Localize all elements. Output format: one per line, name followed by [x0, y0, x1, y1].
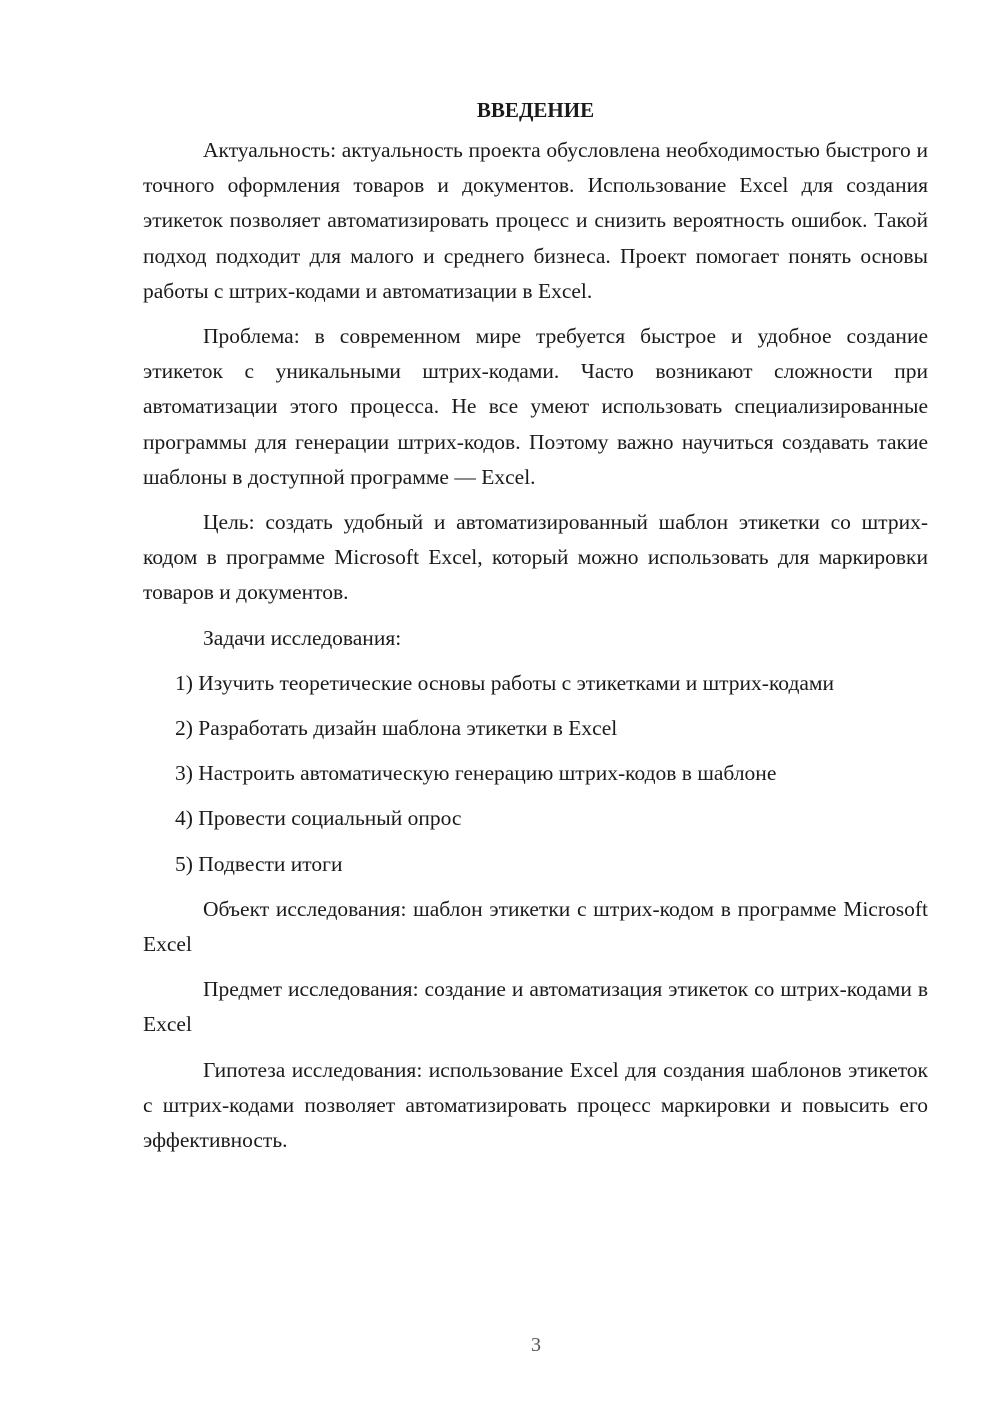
paragraph-object: Объект исследования: шаблон этикетки с штрих-кодом в программе Microsoft Excel [143, 896, 928, 957]
paragraph-goal: Цель: создать удобный и автоматизированный шаблон этикетки со штрих-кодом в программе Microsoft Excel, который можно использовать для маркировки товаров и документов. [143, 510, 928, 605]
paragraph-relevance: Актуальность: актуальность проекта обусловлена необходимостью быстрого и точного оформления товаров и документов. Использование Excel для создания этикеток позволяет автоматизировать процесс и снизить вероятность ошибок. Такой подход подходит для малого и среднего бизнеса. Проект помогает понять основы работы с штрих-кодами и автоматизации в Excel. [143, 138, 928, 303]
paragraph-hypothesis: Гипотеза исследования: использование Excel для создания шаблонов этикеток с штрих-кодами позволяет автоматизировать процесс маркировки и повысить его эффективность. [143, 1057, 928, 1153]
paragraph-problem: Проблема: в современном мире требуется быстрое и удобное создание этикеток с уникальными штрих-кодами. Часто возникают сложности при автоматизации этого процесса. Не все умеют использовать специализированные программы для генерации штрих-кодов. Поэтому важно научиться создавать такие шаблоны в доступной программе — Excel. [143, 324, 928, 489]
task-item-4: 4) Провести социальный опрос [175, 806, 462, 831]
page-number: 3 [531, 1334, 541, 1356]
task-item-1: 1) Изучить теоретические основы работы с этикетками и штрих-кодами [175, 670, 835, 695]
task-item-2: 2) Разработать дизайн шаблона этикетки в Excel [175, 716, 618, 741]
task-item-5: 5) Подвести итоги [175, 851, 343, 876]
paragraph-tasks-heading: Задачи исследования: [203, 625, 402, 650]
paragraph-subject: Предмет исследования: создание и автоматизация этикеток со штрих-кодами в Excel [143, 977, 928, 1037]
section-title: ВВЕДЕНИЕ [476, 98, 595, 122]
task-item-3: 3) Настроить автоматическую генерацию штрих-кодов в шаблоне [175, 761, 777, 786]
document-page [143, 95, 928, 1168]
